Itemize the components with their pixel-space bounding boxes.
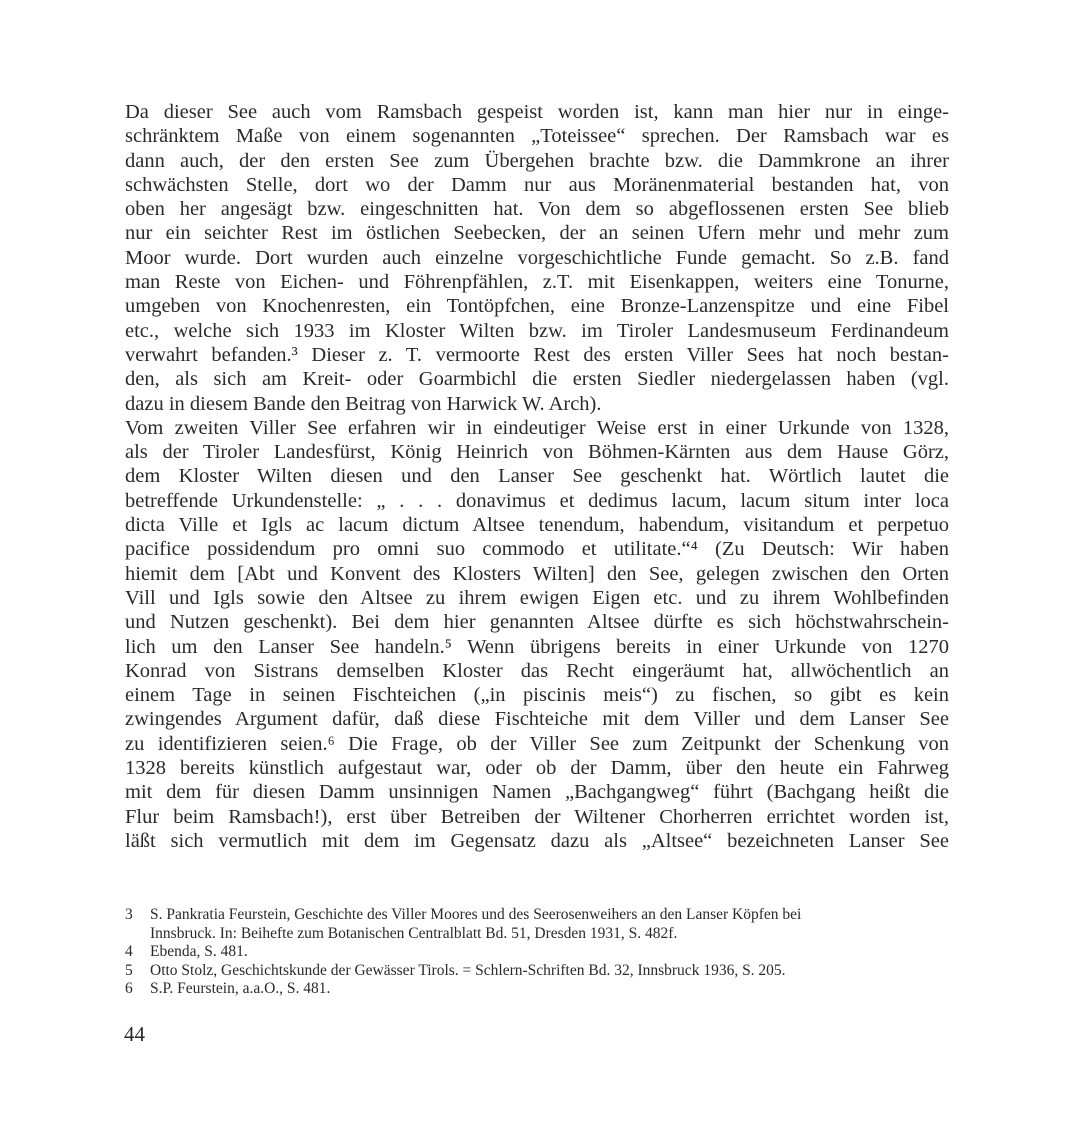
footnote bbox=[125, 906, 949, 925]
footnote-text: S.P. Feurstein, a.a.O., S. 481. bbox=[150, 980, 331, 998]
text-line: und Nutzen geschenkt). Bei dem hier genannten Altsee dürfte es sich höchstwahrschein- bbox=[125, 611, 949, 634]
page-number: 44 bbox=[124, 1022, 145, 1046]
text-line: Flur beim Ramsbach!), erst über Betreiben der Wiltener Chorherren errichtet worden ist, bbox=[125, 805, 949, 828]
text-line: pacifice possidendum pro omni suo commodo et utilitate.“⁴ (Zu Deutsch: Wir haben bbox=[125, 538, 949, 561]
footnote-number: 4 bbox=[125, 943, 133, 961]
text-line: den, als sich am Kreit- oder Goarmbichl die ersten Siedler niedergelassen haben (vgl. bbox=[125, 368, 949, 391]
text-line: zu identifizieren seien.⁶ Die Frage, ob der Viller See zum Zeitpunkt der Schenkung von bbox=[125, 732, 949, 755]
text-line: als der Tiroler Landesfürst, König Heinrich von Böhmen-Kärnten aus dem Hause Görz, bbox=[125, 441, 949, 464]
footnote bbox=[125, 980, 949, 999]
text-line: dicta Ville et Igls ac lacum dictum Altsee tenendum, habendum, visitandum et perpetuo bbox=[125, 514, 949, 537]
footnotes bbox=[125, 906, 949, 999]
text-line: läßt sich vermutlich mit dem im Gegensatz dazu als „Altsee“ bezeichneten Lanser See bbox=[125, 829, 949, 852]
text-line: man Reste von Eichen- und Föhrenpfählen, z.T. mit Eisenkappen, weiters eine Tonurne, bbox=[125, 271, 949, 294]
footnote-text: Ebenda, S. 481. bbox=[150, 943, 248, 961]
text-line: hiemit dem [Abt und Konvent des Klosters Wilten] den See, gelegen zwischen den Orten bbox=[125, 562, 949, 585]
text-line: dem Kloster Wilten diesen und den Lanser See geschenkt hat. Wörtlich lautet die bbox=[125, 465, 949, 488]
footnote-text: Otto Stolz, Geschichtskunde der Gewässer Tirols. = Schlern-Schriften Bd. 32, Innsbruck 1936, S. 205. bbox=[150, 961, 786, 979]
text-line: dazu in diesem Bande den Beitrag von Harwick W. Arch). bbox=[125, 392, 602, 415]
text-line: umgeben von Knochenresten, ein Tontöpfchen, eine Bronze-Lanzenspitze und eine Fibel bbox=[125, 295, 949, 318]
text-line: betreffende Urkundenstelle: „ . . . donavimus et dedimus lacum, lacum situm inter loca bbox=[125, 489, 949, 512]
footnote-number: 6 bbox=[125, 980, 133, 998]
text-line: 1328 bereits künstlich aufgestaut war, oder ob der Damm, über den heute ein Fahrweg bbox=[125, 757, 949, 780]
text-line: verwahrt befanden.³ Dieser z. T. vermoorte Rest des ersten Viller Sees hat noch bestan- bbox=[125, 343, 949, 366]
footnote-number: 3 bbox=[125, 906, 133, 923]
footnote bbox=[125, 962, 949, 981]
text-line: zwingendes Argument dafür, daß diese Fischteiche mit dem Viller und dem Lanser See bbox=[125, 708, 949, 731]
body-text bbox=[125, 100, 949, 853]
footnote-number: 5 bbox=[125, 961, 133, 979]
text-line: etc., welche sich 1933 im Kloster Wilten bzw. im Tiroler Landesmuseum Ferdinandeum bbox=[125, 319, 949, 342]
text-line: lich um den Lanser See handeln.⁵ Wenn übrigens bereits in einer Urkunde von 1270 bbox=[125, 635, 949, 658]
footnote bbox=[125, 943, 949, 962]
text-line: Da dieser See auch vom Ramsbach gespeist worden ist, kann man hier nur in einge- bbox=[125, 101, 949, 123]
text-line: mit dem für diesen Damm unsinnigen Namen „Bachgangweg“ führt (Bachgang heißt die bbox=[125, 781, 949, 804]
text-line: dann auch, der den ersten See zum Übergehen brachte bzw. die Dammkrone an ihrer bbox=[125, 149, 949, 172]
text-line: schränktem Maße von einem sogenannten „Toteissee“ sprechen. Der Ramsbach war es bbox=[125, 125, 949, 148]
text-line: Vill und Igls sowie den Altsee zu ihrem ewigen Eigen etc. und zu ihrem Wohlbefinden bbox=[125, 586, 949, 609]
text-line: nur ein seichter Rest im östlichen Seebecken, der an seinen Ufern mehr und mehr zum bbox=[125, 222, 949, 245]
text-line: Moor wurde. Dort wurden auch einzelne vorgeschichtliche Funde gemacht. So z.B. fand bbox=[125, 246, 949, 269]
text-line: oben her angesägt bzw. eingeschnitten hat. Von dem so abgeflossenen ersten See blieb bbox=[125, 198, 949, 221]
text-line: Konrad von Sistrans demselben Kloster das Recht eingeräumt hat, allwöchentlich an bbox=[125, 659, 949, 682]
text-line: Vom zweiten Viller See erfahren wir in eindeutiger Weise erst in einer Urkunde von 1328, bbox=[125, 416, 949, 439]
footnote-text: S. Pankratia Feurstein, Geschichte des Viller Moores und des Seerosenweihers an den Lanser Köpfen bei bbox=[150, 906, 802, 923]
footnote-text-continued: Innsbruck. In: Beihefte zum Botanischen Centralblatt Bd. 51, Dresden 1931, S. 482f. bbox=[150, 924, 678, 942]
text-line: einem Tage in seinen Fischteichen („in piscinis meis“) zu fischen, so gibt es kein bbox=[125, 684, 949, 707]
text-line: schwächsten Stelle, dort wo der Damm nur aus Moränenmaterial bestanden hat, von bbox=[125, 173, 949, 196]
